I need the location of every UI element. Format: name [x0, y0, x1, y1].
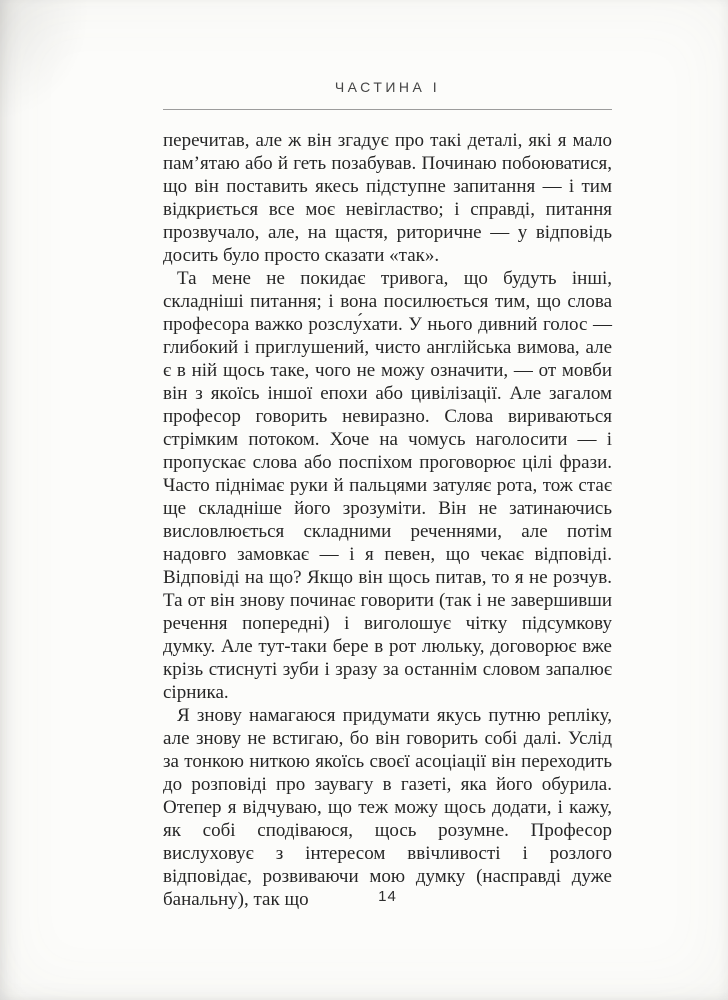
- header-rule: [163, 109, 612, 110]
- running-header: ЧАСТИНА I: [334, 79, 441, 95]
- paragraph: Та мене не покидає тривога, що будуть інші, складніші питання; і вона посилюється тим, що слова професора важко розслу́хати. У нього дивний голос — глибокий і приглушений, чисто англійська вимова, але є в ній щось таке, чого не можу означити, — от мовби він з якоїсь іншої епохи або цивілізації. Але загалом професор говорить невиразно. Слова вириваються стрімким потоком. Хоче на чомусь наголосити — і пропускає слова або поспіхом проговорює цілі фрази. Часто піднімає руки й пальцями затуляє рота, тож стає ще складніше його зрозуміти. Він не затинаючись висловлюється складними реченнями, але потім надовго замовкає — і я певен, що чекає відповіді. Відповіді на що? Якщо він щось питав, то я не розчув. Та от він знову починає говорити (так і не завершивши речення попередні) і виголошує чітку підсумкову думку. Але тут-таки бере в рот люльку, договорює вже крізь стиснуті зуби і зразу за останнім словом запалює сірника.: [163, 268, 612, 703]
- paragraph: Я знову намагаюся придумати якусь путню репліку, але знову не встигаю, бо він говорить собі далі. Услід за тонкою ниткою якоїсь своєї асоціації він переходить до розповіді про заувагу в газеті, яка його обурила. Отепер я відчуваю, що теж можу щось додати, і кажу, як собі сподіваюся, щось розумне. Професор вислуховує з інтересом ввічливості і розлого відповідає, розвиваючи мою думку (насправді дуже банальну), так що: [163, 705, 612, 910]
- paragraph: перечитав, але ж він згадує про такі деталі, які я мало пам’ятаю або й геть позабував. Починаю побоюватися, що він поставить якесь підступне запитання — і тим відкриється все моє невігластво; і справді, питання прозвучало, але, на щастя, риторичне — у відповідь досить було просто сказати «так».: [163, 130, 612, 266]
- page-text: [163, 129, 612, 911]
- page-number: 14: [378, 888, 397, 905]
